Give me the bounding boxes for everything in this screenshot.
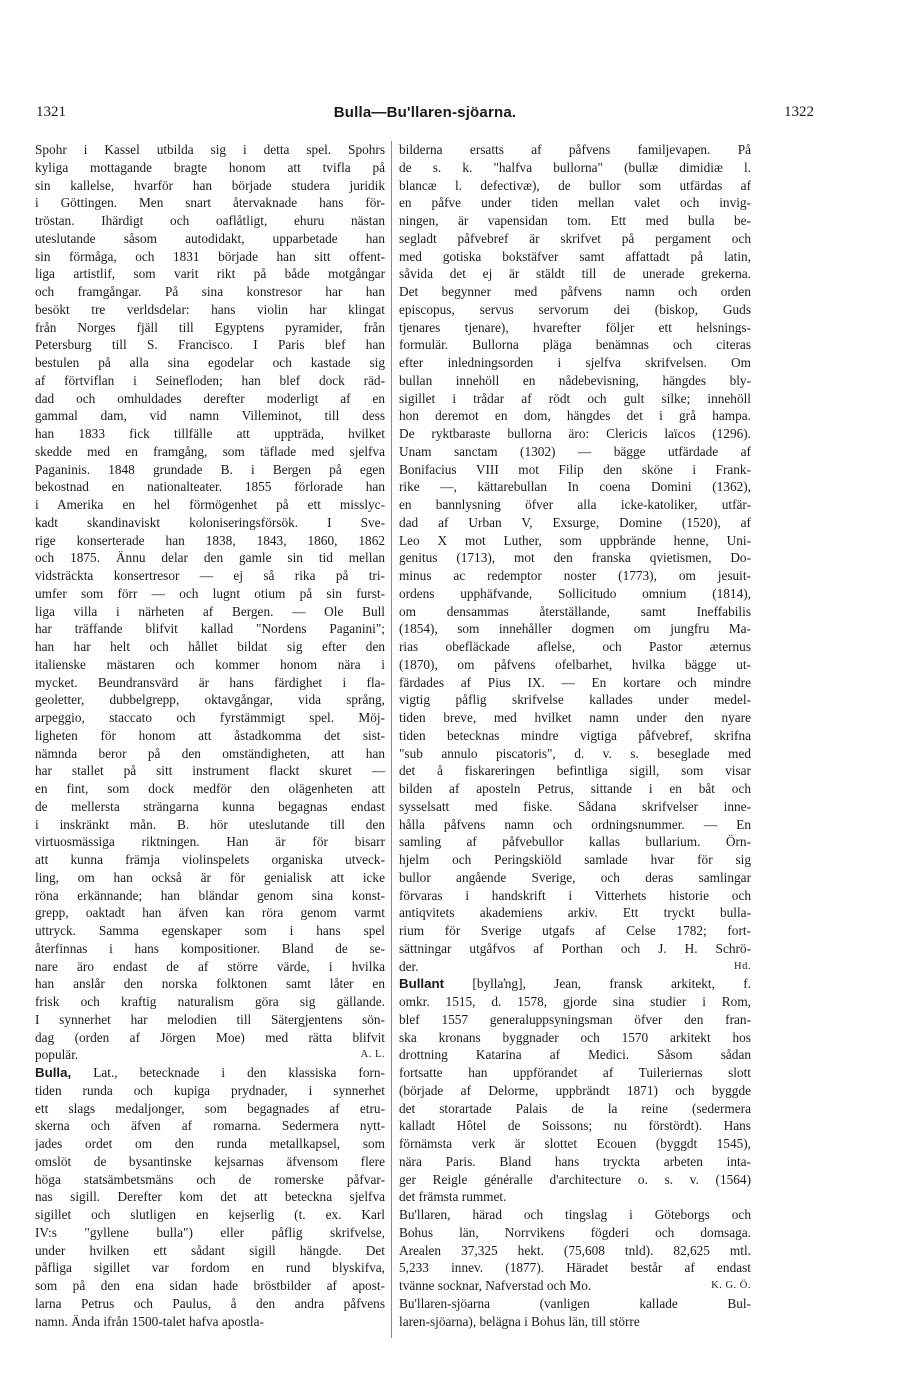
- text-line: med gotiska bokstäfver samt affattadt på latin,: [399, 248, 751, 264]
- text-line: en bannlysning öfver alla icke-katoliker, utfär-: [399, 497, 751, 512]
- text-line: efter inledningsorden i sjelfva skrifvelsen. Om: [399, 355, 751, 370]
- text-line: I synnerhet har melodien till Sätergjentens sön-: [35, 1011, 385, 1027]
- text-line: om densammas återställande, samt Ineffabilis: [399, 603, 751, 619]
- text-line: uttryck. Samma egenskaper som i hans spel: [35, 923, 385, 938]
- text-line: rige konserterade han 1838, 1843, 1860, 1862: [35, 532, 385, 548]
- text-line: jades ordet om den runda metallkapsel, som: [35, 1136, 385, 1151]
- text-line: drottning Katarina af Medici. Såsom sådan: [399, 1047, 751, 1063]
- text-line: sättningar utgåfvos af Porthan och J. H. Schrö-: [399, 940, 751, 956]
- running-title: Bulla—Bu'llaren-sjöarna.: [333, 104, 517, 121]
- text-line: blancæ l. defectivæ), de bullor som utfärdas af: [399, 177, 751, 193]
- text-line: dag (orden af Jörgen Moe) med rätta blifvit: [35, 1029, 385, 1045]
- text-line: De ryktbaraste bullorna äro: Clericis laïcos (1296).: [399, 426, 751, 441]
- text-line: (1870), om påfvens ofelbarhet, hvilka bägge ut-: [399, 656, 751, 672]
- text-line: uteslutande såsom autodidakt, upparbetade han: [35, 230, 385, 246]
- text-line: rias obefläckade aflelse, och Pastor æternus: [399, 639, 751, 654]
- text-line: tvänne socknar, Nafverstad och Mo. K. G. Ö.: [399, 1278, 751, 1293]
- text-line: nämnda beror på den omständigheten, att han: [35, 745, 385, 761]
- text-line: fortsatte han uppförandet af Tuileriernas slott: [399, 1065, 751, 1080]
- text-line: namn. Ända ifrån 1500-talet hafva apostla-: [35, 1313, 264, 1329]
- text-line: en fint, som dock medför den olägenheten att: [35, 781, 385, 796]
- text-line: det å fiskareringen befintliga sigill, som visar: [399, 763, 751, 779]
- text-line: Bohus län, Norrvikens fögderi och domsaga.: [399, 1224, 751, 1240]
- text-line: mycket. Beundransvärd är hans färdighet i fla-: [35, 674, 385, 690]
- page-header: [36, 104, 814, 126]
- text-line: IV:s "gyllene bulla") eller påflig skrifvelse,: [35, 1224, 385, 1240]
- text-line: gammal dam, vid namn Villeminot, till dess: [35, 408, 385, 424]
- text-line: bullor angående Sverige, och deras samlingar: [399, 869, 751, 885]
- text-line: samling af påfvebullor kallas bullarium. Örn-: [399, 834, 751, 850]
- text-line: (1854), som innehåller dogmen om jungfru Ma-: [399, 621, 751, 637]
- text-line: att kunna främja violinspelets organiska utveck-: [35, 852, 385, 867]
- text-line: förnämsta verk är slottet Ecouen (byggdt 1545),: [399, 1136, 751, 1151]
- author-signature: A. L.: [360, 1049, 385, 1061]
- text-line: Bu'llaren, härad och tingslag i Göteborgs och: [399, 1207, 751, 1222]
- text-line: kyliga mottagande bragte honom att tvifla på: [35, 159, 385, 175]
- text-line: under hvilken ett sådant sigill hängde. Det: [35, 1242, 385, 1258]
- text-line: de mellersta strängarna kunna begagnas endast: [35, 798, 385, 814]
- text-line: Bonifacius VIII mot Filip den sköne i Frank-: [399, 461, 751, 477]
- text-line: skerna och äfven af romarna. Sedermera nytt-: [35, 1118, 385, 1134]
- text-line: tiden breve, med hvilket namn under den nyare: [399, 710, 751, 725]
- text-line: Spohr i Kassel utbilda sig i detta spel. Spohrs: [35, 142, 385, 157]
- left-column: [35, 141, 385, 1361]
- text-line: röna erkännande; han bländar genom sina konst-: [35, 887, 385, 903]
- text-line: ling, om han också är för genialisk att icke: [35, 869, 385, 885]
- text-line: ska kronans byggnader och 1570 arkitekt hos: [399, 1029, 751, 1045]
- text-line: kadt skandinaviskt koloniseringsförsök. I Sve-: [35, 514, 385, 530]
- text-line: bilderna ersatts af påfvens familjevapen. På: [399, 142, 751, 157]
- page-number-right: 1322: [784, 104, 814, 120]
- text-line: rike —, kättarebullan In coena Domini (1362),: [399, 479, 751, 495]
- text-line: "sub annulo piscatoris", d. v. s. beseglade med: [399, 745, 751, 761]
- text-line: minus ac redemptor noster (1773), om jesuit-: [399, 568, 751, 583]
- text-line: bekostnad en nationalteater. 1855 förlorade han: [35, 479, 385, 495]
- text-line: Unam sanctam (1302) — bägge utfärdade af: [399, 443, 751, 459]
- text-line: i Göttingen. Men snart återvaknade hans för-: [35, 195, 385, 211]
- text-line: har träffande blifvit kallad "Nordens Paganini";: [35, 621, 385, 637]
- text-line: ett slags medaljonger, som begagnades af etru-: [35, 1100, 385, 1116]
- text-line: sigillet och slutligen en kejserlig (t. ex. Karl: [35, 1207, 385, 1222]
- text-line: det främsta rummet.: [399, 1189, 507, 1205]
- text-line: bullan innehöll en nådebevisning, hängdes bly-: [399, 372, 751, 388]
- text-line: såvida det ej är stäldt till de unerade grekerna.: [399, 266, 751, 282]
- text-line: (började af Delorme, uppbrändt 1871) och byggde: [399, 1082, 751, 1098]
- text-line: umfer som förr — och lugnt otium på sin furst-: [35, 585, 385, 601]
- text-line: liga artistlif, som varit rikt på både motgångar: [35, 266, 385, 282]
- text-line: vidsträckta konsertresor — ej så rika på tri-: [35, 568, 385, 583]
- text-line: hjelm och Peringskiöld samlade hvar för sig: [399, 852, 751, 867]
- text-line: påfliga sigillet var fordom en rund blyskifva,: [35, 1260, 385, 1276]
- text-line: han 1833 fick tillfälle att uppträda, hvilket: [35, 426, 385, 441]
- text-line: arpeggio, staccato och fyrstämmigt spel. Möj-: [35, 710, 385, 725]
- text-line: höga statsämbetsmäns och de romerske påfvar-: [35, 1171, 385, 1187]
- text-line: larna Petrus och Paulus, å den andra påfvens: [35, 1295, 385, 1311]
- text-line: färdades af Pius IX. — En kortare och mindre: [399, 674, 751, 690]
- text-line: italienske mästaren och kommer honom nära i: [35, 656, 385, 672]
- text-line: der. Hd.: [399, 958, 751, 974]
- text-line: återfinnas i hans kompositioner. Bland de se-: [35, 940, 385, 956]
- text-line: laren-sjöarna), belägna i Bohus län, till större: [399, 1313, 640, 1329]
- right-column: [399, 141, 751, 1361]
- text-line: och 1875. Ännu delar den gamle sin tid mellan: [35, 550, 385, 566]
- text-line: omslöt de bysantinske kejsarnas äfvensom flere: [35, 1153, 385, 1169]
- text-line: genitus (1713), mot den franska qvietismen, Do-: [399, 550, 751, 566]
- text-line: han har helt och hållet bildat sig efter den: [35, 639, 385, 654]
- text-line: formulär. Bullorna pläga benämnas och citeras: [399, 337, 751, 353]
- text-line: grepp, oaktadt han äfven kan röra genom varmt: [35, 905, 385, 921]
- text-line: ligheten för honom att åstadkomma det sist-: [35, 727, 385, 743]
- text-line: populär. A. L.: [35, 1047, 385, 1063]
- text-line: ningen, är vapensidan tom. Ett med bulla be-: [399, 213, 751, 228]
- text-line: en påfve under tiden mellan valet och invig-: [399, 195, 751, 211]
- text-line: 5,233 innev. (1877). Häradet består af endast: [399, 1260, 751, 1276]
- text-line: bestulen på alla sina egodelar och kastade sig: [35, 355, 385, 370]
- text-line: geoletter, dubbelgrepp, oktavgångar, vida språng,: [35, 692, 385, 708]
- text-line: förvaras i handskrift i Vitterhets historie och: [399, 887, 751, 903]
- text-line: vigtig påflig skrifvelse kallades under medel-: [399, 692, 751, 708]
- text-line: tiden betecknas mindre vigtiga påfvebref, skrifna: [399, 727, 751, 743]
- text-line: ordens upphäfvande, Sollicitudo omnium (1814),: [399, 585, 751, 601]
- text-line: hon deremot en dom, hängdes det i grå hampa.: [399, 408, 751, 424]
- text-line: Bullant [byllaŉg], Jean, fransk arkitekt, f.: [399, 976, 751, 992]
- entry-headword: Bullant: [399, 976, 445, 992]
- text-line: tiden runda och kupiga prydnader, i synnerhet: [35, 1082, 385, 1098]
- text-line: sigillet i trådar af rödt och gult silke; innehöll: [399, 390, 751, 406]
- text-line: virtuosmässiga riktningen. Han är för bisarr: [35, 834, 385, 850]
- text-line: antiqvitets akademiens arkiv. Ett tryckt bulla-: [399, 905, 751, 921]
- text-line: dad och omhuldades derefter moderligt af en: [35, 390, 385, 406]
- text-line: liga villa i närheten af Bergen. — Ole Bull: [35, 603, 385, 619]
- text-line: från Norges fjäll till Egyptens pyramider, från: [35, 319, 385, 335]
- text-line: af förtviflan i Seinefloden; han blef dock räd-: [35, 372, 385, 388]
- entry-headword: Bulla,: [35, 1065, 72, 1080]
- text-line: det storartade Palais de la reine (sedermera: [399, 1100, 751, 1116]
- text-line: i Amerika en hel förmögenhet på ett misslyc-: [35, 497, 385, 512]
- text-line: episcopus, servus servorum dei (biskop, Guds: [399, 301, 751, 317]
- text-line: besökt tre verldsdelar: hans violin har klingat: [35, 301, 385, 317]
- text-line: frisk och kraftig naturalism göra sig gällande.: [35, 994, 385, 1009]
- text-line: tjenares tjenare), hvarefter följer ett helsnings-: [399, 319, 751, 335]
- text-line: dad af Urban V, Exsurge, Domine (1520), af: [399, 514, 751, 530]
- text-line: blef 1557 generaluppsyningsman öfver den fran-: [399, 1011, 751, 1027]
- text-line: rium för Sverige utgafs af Celse 1782; fort-: [399, 923, 751, 938]
- text-line: som på den ena sidan hade bröstbilder af apost-: [35, 1278, 385, 1293]
- text-line: nära Paris. Bland hans tryckta arbeten inta-: [399, 1153, 751, 1169]
- text-line: Leo X mot Luther, som uppbrände henne, Uni-: [399, 532, 751, 548]
- text-line: sin förmåga, och 1831 började han sitt offent-: [35, 248, 385, 264]
- author-signature: K. G. Ö.: [711, 1280, 751, 1291]
- text-line: i inskränkt mån. B. hör uteslutande till den: [35, 816, 385, 832]
- text-line: nas sigill. Derefter kom det att beteckna sjelfva: [35, 1189, 385, 1205]
- text-line: Bu'llaren-sjöarna (vanligen kallade Bul-: [399, 1295, 751, 1311]
- text-line: segladt påfvebref är skrifvet på pergament och: [399, 230, 751, 246]
- text-line: tröstan. Ihärdigt och oaflåtligt, ehuru nästan: [35, 213, 385, 228]
- text-line: de s. k. "halfva bullorna" (bullæ dimidiæ l.: [399, 159, 751, 175]
- page-number-left: 1321: [36, 104, 66, 120]
- text-line: sin kallelse, hvarför han började studera juridik: [35, 177, 385, 193]
- column-divider: [391, 141, 392, 1338]
- text-line: Arealen 37,325 hekt. (75,608 tnld). 82,625 mtl.: [399, 1242, 751, 1258]
- text-line: hålla påfvens namn och ordningsnummer. — En: [399, 816, 751, 832]
- text-line: nare äro endast de af större värde, i hvilka: [35, 958, 385, 974]
- text-line: Paganinis. 1848 grundade B. i Bergen på egen: [35, 461, 385, 477]
- text-line: Det begynner med påfvens namn och orden: [399, 284, 751, 299]
- text-line: Bulla, Lat., betecknade i den klassiska forn-: [35, 1065, 385, 1080]
- text-line: han anslår den norska folktonen samt låter en: [35, 976, 385, 992]
- text-line: ger Reigle généralle d'architecture o. s. v. (1564): [399, 1171, 751, 1187]
- text-line: Petersburg till S. Francisco. I Paris blef han: [35, 337, 385, 353]
- text-line: har stallet på sitt instrument flackt skuret —: [35, 763, 385, 779]
- author-signature: Hd.: [734, 960, 751, 972]
- text-line: bilden af aposteln Petrus, sittande i en båt och: [399, 781, 751, 796]
- text-line: sysselsatt med fiske. Sådana skrifvelser inne-: [399, 798, 751, 814]
- text-line: och framgångar. På sina konstresor har han: [35, 284, 385, 299]
- text-line: kalladt Hôtel de Soissons; nu förstördt). Hans: [399, 1118, 751, 1134]
- text-line: omkr. 1515, d. 1578, gjorde sina studier i Rom,: [399, 994, 751, 1009]
- text-line: skedde med en framgång, som täflade med sjelfva: [35, 443, 385, 459]
